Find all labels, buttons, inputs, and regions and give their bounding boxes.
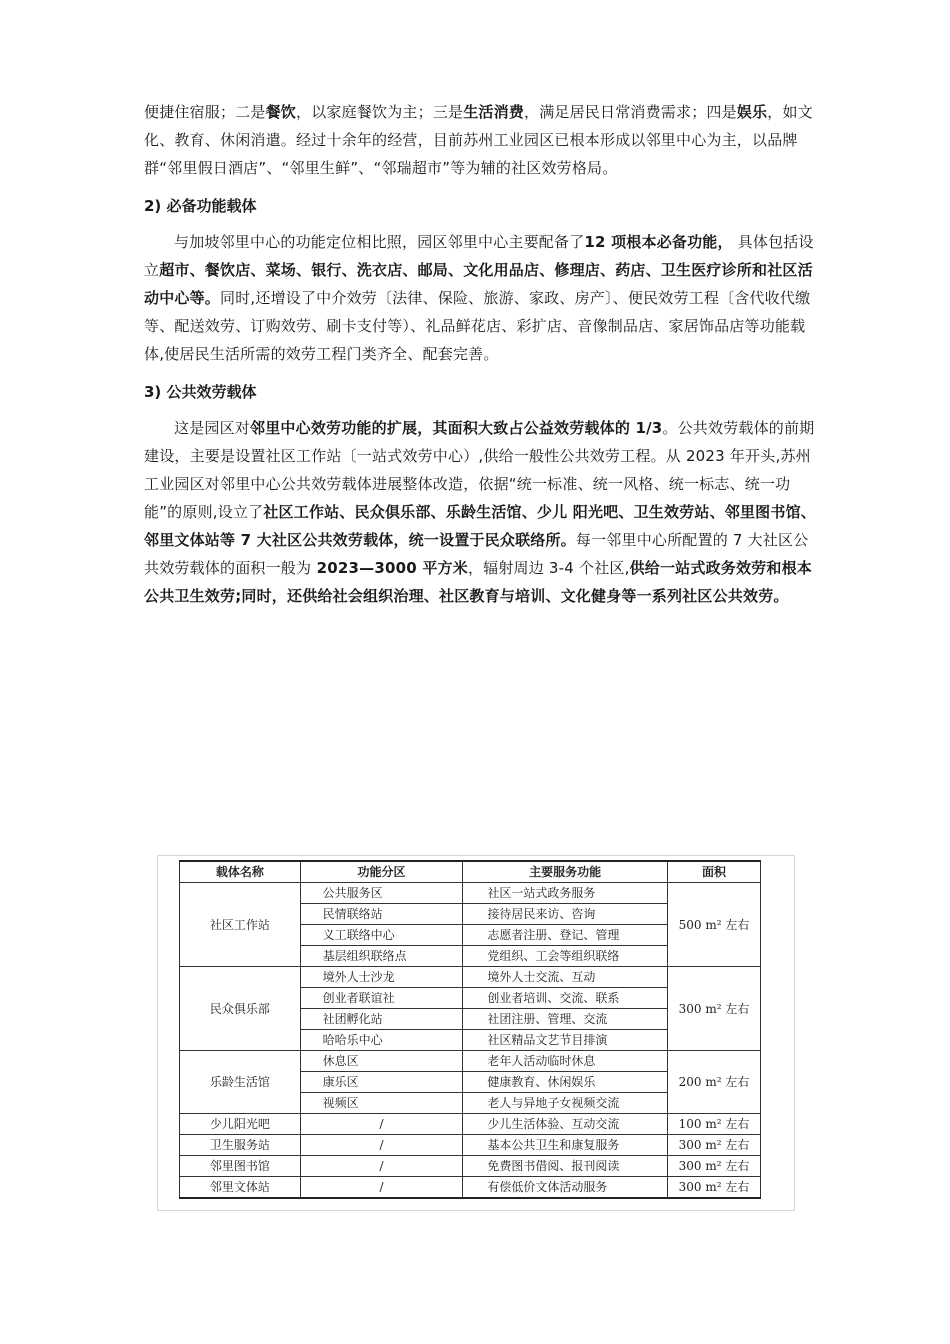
- text-run: ，满足居民日常消费需求；四是: [524, 103, 737, 121]
- function-cell: 创业者培训、交流、联系: [463, 988, 668, 1009]
- carrier-name-cell: 邻里图书馆: [180, 1156, 301, 1177]
- function-cell: 老人与异地子女视频交流: [463, 1093, 668, 1114]
- table-row: [180, 883, 761, 904]
- header-function: 主要服务功能: [463, 861, 668, 883]
- zone-cell: 休息区: [300, 1051, 463, 1072]
- zone-cell: 康乐区: [300, 1072, 463, 1093]
- area-cell: 500 m² 左右: [668, 883, 761, 967]
- heading-public-services: 3) 公共效劳载体: [144, 383, 257, 401]
- function-cell: 基本公共卫生和康复服务: [463, 1135, 668, 1156]
- zone-cell: 创业者联谊社: [300, 988, 463, 1009]
- carrier-name-cell: 乐龄生活馆: [180, 1051, 301, 1114]
- carrier-name-cell: 社区工作站: [180, 883, 301, 967]
- table-row: [180, 967, 761, 988]
- carrier-name-cell: 卫生服务站: [180, 1135, 301, 1156]
- zone-cell: 基层组织联络点: [300, 946, 463, 967]
- function-cell: 健康教育、休闲娱乐: [463, 1072, 668, 1093]
- area-cell: 100 m² 左右: [668, 1114, 761, 1135]
- zone-cell: 社团孵化站: [300, 1009, 463, 1030]
- paragraph-public-services: [144, 414, 820, 610]
- table-row: [180, 1156, 761, 1177]
- bold-run: 邻里中心效劳功能的扩展，其面积大致占公益效劳载体的 1/3: [250, 419, 663, 437]
- bold-run: 生活消费: [463, 103, 525, 121]
- bold-run: 社区工作站、民众俱乐部、乐龄生活馆、少儿 阳光吧、卫生效劳站、邻里图书馆、邻里文体站等 7 大社区公共效劳载体，统一设置于民众联络所。: [144, 503, 816, 549]
- function-cell: 社区精品文艺节目排演: [463, 1030, 668, 1051]
- heading-essential-functions: 2) 必备功能载体: [144, 197, 257, 215]
- header-area: 面积: [668, 861, 761, 883]
- function-cell: 老年人活动临时休息: [463, 1051, 668, 1072]
- bold-run: 餐饮: [265, 103, 297, 121]
- zone-cell: 义工联络中心: [300, 925, 463, 946]
- function-cell: 接待居民来访、咨询: [463, 904, 668, 925]
- bold-run: 2023—3000 平方米: [311, 559, 468, 577]
- text-run: ，以家庭餐饮为主；三是: [296, 103, 464, 121]
- carrier-name-cell: 邻里文体站: [180, 1177, 301, 1199]
- text-run: 便捷住宿服；二是: [144, 103, 266, 121]
- zone-cell: /: [300, 1135, 463, 1156]
- table-header-row: [180, 861, 761, 883]
- header-zone: 功能分区: [300, 861, 463, 883]
- function-cell: 社团注册、管理、交流: [463, 1009, 668, 1030]
- text-run: 这是园区对: [174, 419, 251, 437]
- text-run: 每一邻里中心所配置的 7 大社区公共效劳载体的面积一般为: [144, 531, 809, 577]
- bold-run: 供给一站式政务效劳和根本公共卫生效劳;同时，还供给社会组织治理、社区教育与培训、文化健身等一系列社区公共效劳。: [144, 559, 812, 605]
- area-cell: 300 m² 左右: [668, 1177, 761, 1199]
- function-cell: 志愿者注册、登记、管理: [463, 925, 668, 946]
- function-cell: 社区一站式政务服务: [463, 883, 668, 904]
- function-cell: 境外人士交流、互动: [463, 967, 668, 988]
- bold-run: 超市、餐饮店、菜场、银行、洗衣店、邮局、文化用品店、修理店、药店、卫生医疗诊所和社区活动中心等。: [144, 261, 813, 307]
- text-run: 。公共效劳载体的前期建设，主要是设置社区工作站〔一站式效劳中心）,供给一般性公共效劳工程。从 2023 年开头,苏州工业园区对邻里中心公共效劳载体进展整体改造，依据“统一标准、统一风格、统一标志、统一功能”的原则,设立了: [144, 419, 815, 521]
- carrier-name-cell: 少儿阳光吧: [180, 1114, 301, 1135]
- zone-cell: 公共服务区: [300, 883, 463, 904]
- table-row: [180, 1114, 761, 1135]
- header-carrier-name: 载体名称: [180, 861, 301, 883]
- zone-cell: /: [300, 1156, 463, 1177]
- document-body: [144, 98, 820, 610]
- function-cell: 少儿生活体验、互动交流: [463, 1114, 668, 1135]
- bold-run: 12 项根本必备功能，: [584, 233, 733, 251]
- zone-cell: 哈哈乐中心: [300, 1030, 463, 1051]
- bold-run: 娱乐: [736, 103, 768, 121]
- zone-cell: /: [300, 1114, 463, 1135]
- text-run: 具体包括设立: [144, 233, 814, 279]
- zone-cell: 视频区: [300, 1093, 463, 1114]
- text-run: 与加坡邻里中心的功能定位相比照，园区邻里中心主要配备了: [174, 233, 585, 251]
- area-cell: 200 m² 左右: [668, 1051, 761, 1114]
- function-cell: 有偿低价文体活动服务: [463, 1177, 668, 1199]
- zone-cell: /: [300, 1177, 463, 1199]
- table-row: [180, 1177, 761, 1199]
- service-table: [179, 860, 761, 1199]
- table-row: [180, 1051, 761, 1072]
- zone-cell: 民情联络站: [300, 904, 463, 925]
- paragraph-essential-functions: [144, 228, 820, 368]
- area-cell: 300 m² 左右: [668, 1135, 761, 1156]
- function-cell: 党组织、工会等组织联络: [463, 946, 668, 967]
- text-run: ，辐射周边 3-4 个社区,: [467, 559, 630, 577]
- paragraph-living-services: [144, 98, 820, 182]
- service-table-figure: [157, 855, 795, 1211]
- text-run: ，如文化、教育、休闲消遣。经过十余年的经营，目前苏州工业园区已根本形成以邻里中心为主，以品牌群“邻里假日酒店”、“邻里生鲜”、“邻瑞超市”等为辅的社区效劳格局。: [144, 103, 813, 177]
- function-cell: 免费图书借阅、报刊阅读: [463, 1156, 668, 1177]
- zone-cell: 境外人士沙龙: [300, 967, 463, 988]
- text-run: 同时,还增设了中介效劳〔法律、保险、旅游、家政、房产〕、便民效劳工程〔含代收代缴等、配送效劳、订购效劳、刷卡支付等）、礼品鲜花店、彩扩店、音像制品店、家居饰品店等功能载体,使居民生活所需的效劳工程门类齐全、配套完善。: [144, 289, 811, 363]
- table-row: [180, 1135, 761, 1156]
- area-cell: 300 m² 左右: [668, 967, 761, 1051]
- area-cell: 300 m² 左右: [668, 1156, 761, 1177]
- carrier-name-cell: 民众俱乐部: [180, 967, 301, 1051]
